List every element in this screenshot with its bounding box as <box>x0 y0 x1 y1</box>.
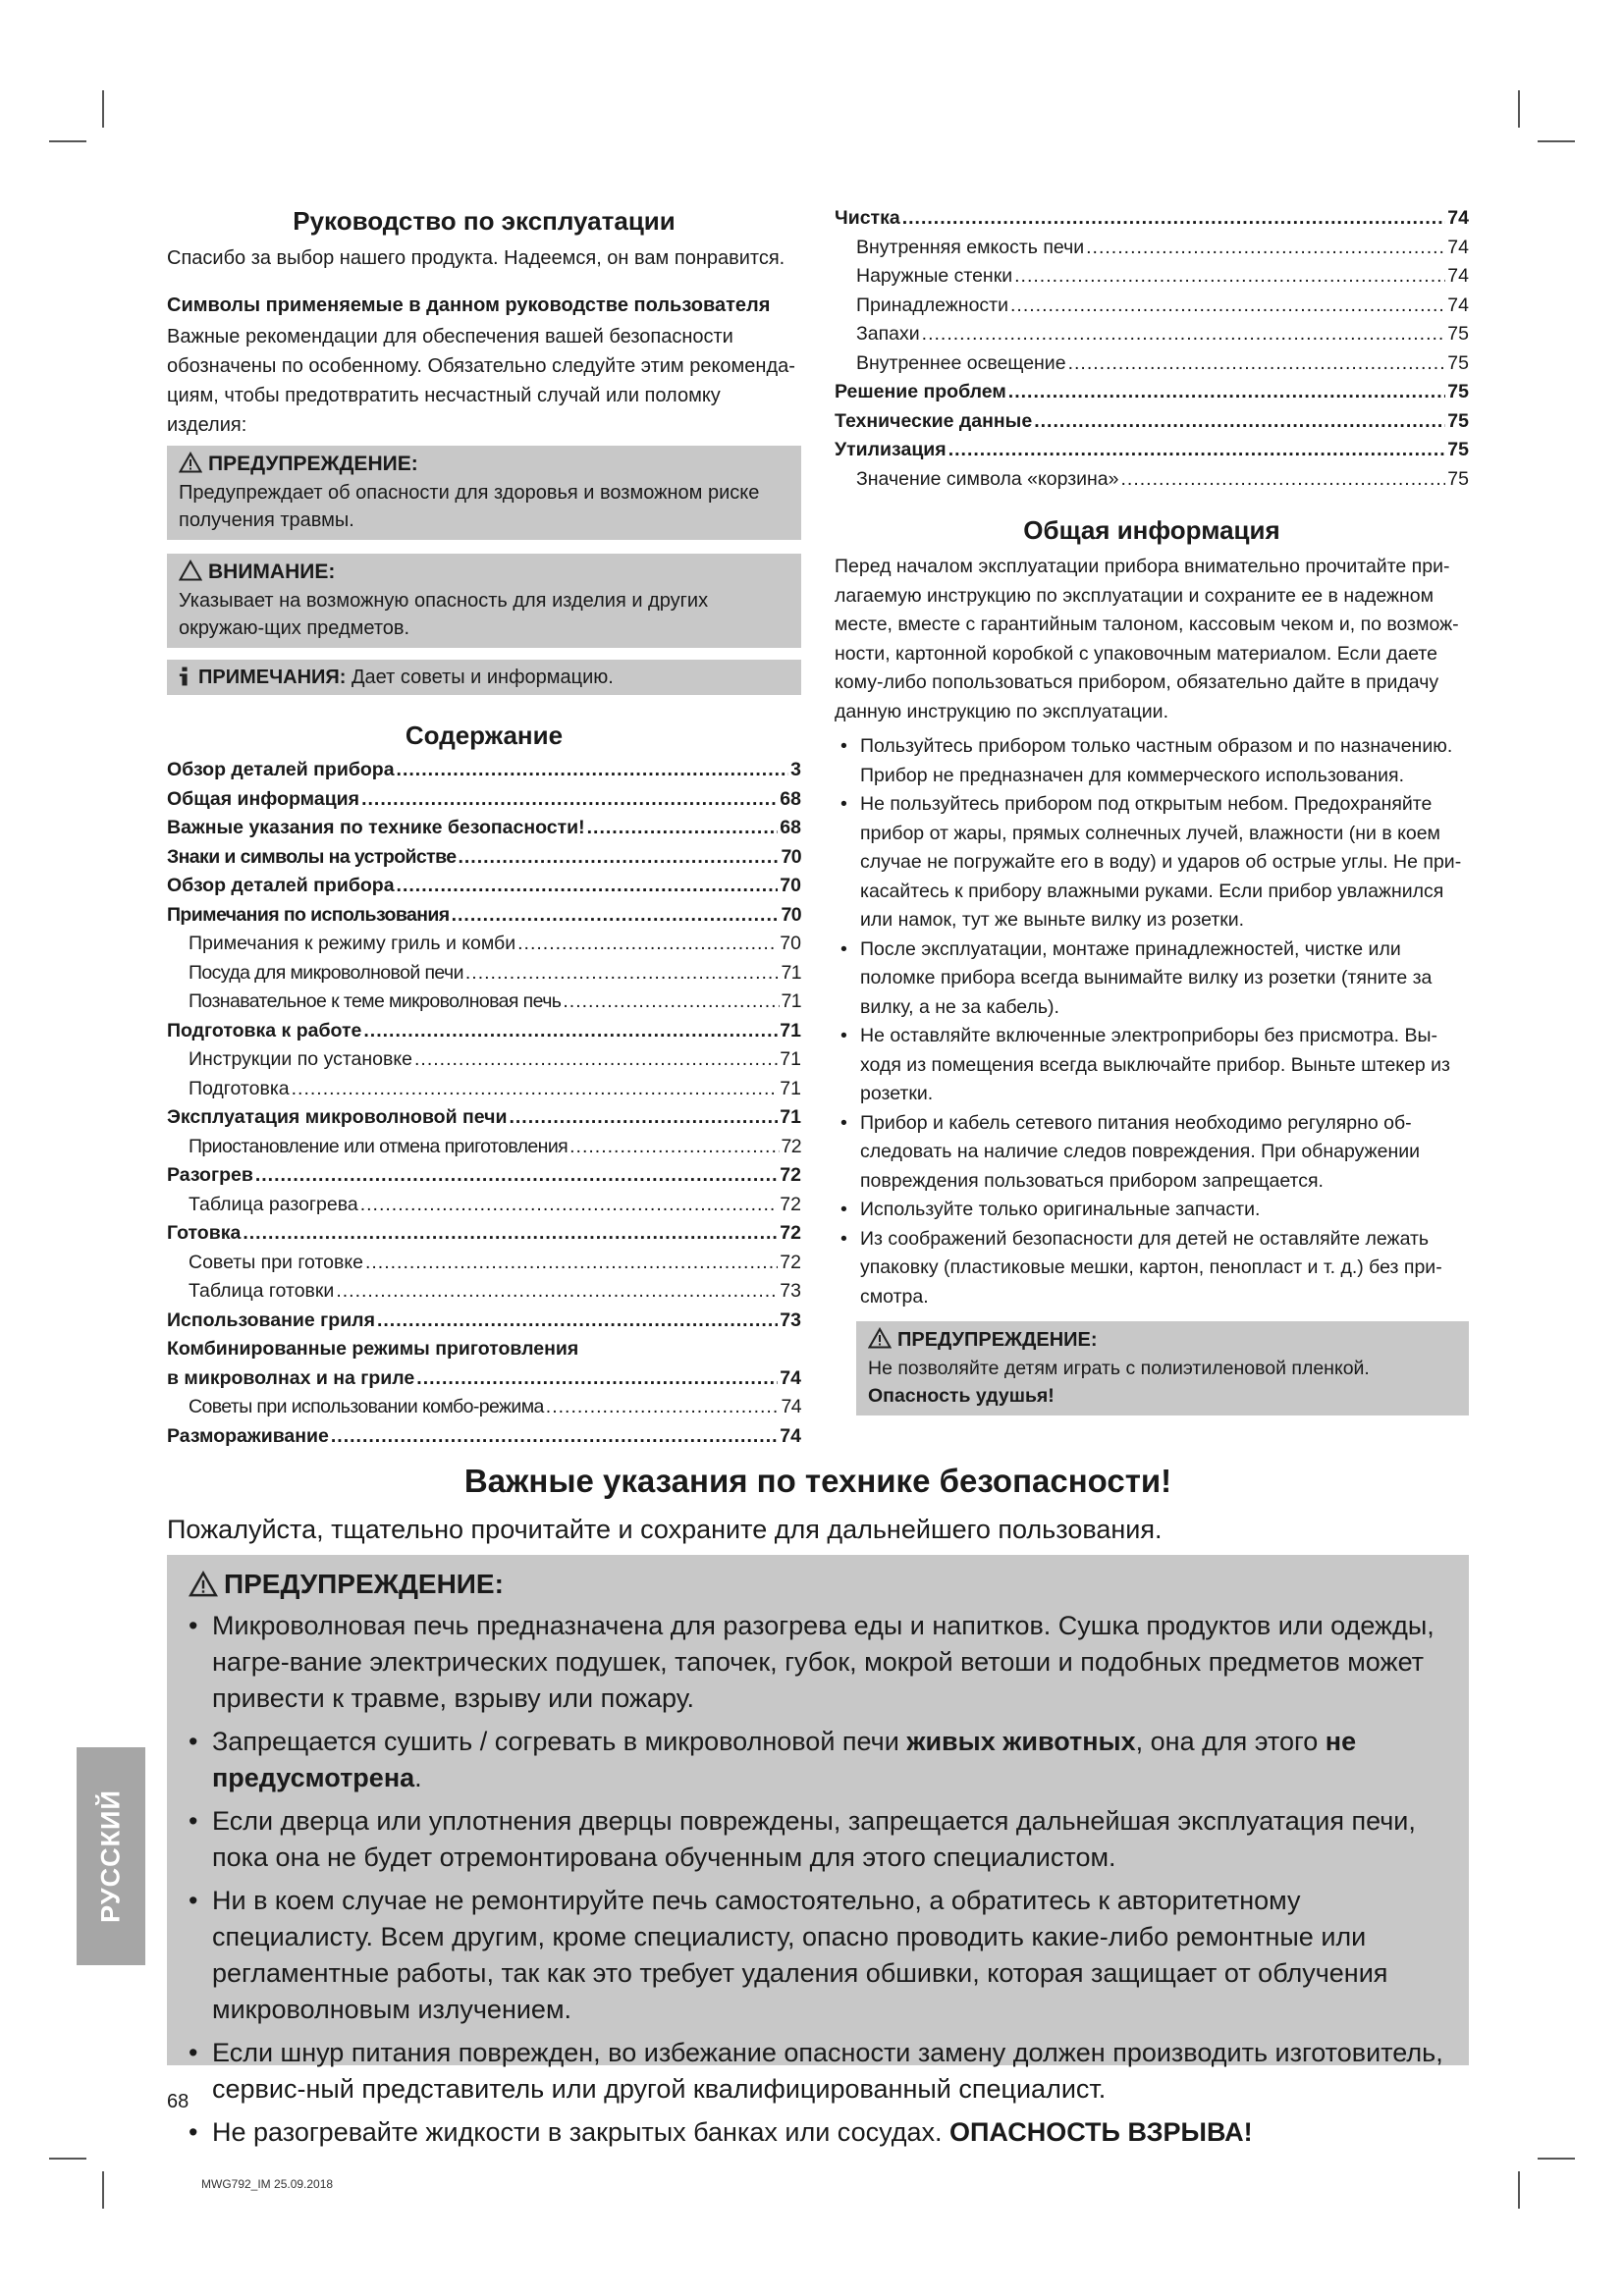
list-item: • Из соображений безопасности для детей не оставляйте лежать упаковку (пластиковые мешки, картон, пенопласт и т. д.) без при-смотра. <box>835 1225 1469 1312</box>
toc-entry[interactable]: Примечания по использования ..... 70 <box>167 901 801 931</box>
toc-entry[interactable]: Размораживание ..... 74 <box>167 1422 801 1452</box>
toc-entry[interactable]: Использование гриля ..... 73 <box>167 1307 801 1336</box>
toc-entry[interactable]: Инструкции по установке ..... 71 <box>167 1045 801 1075</box>
note-title: ПРИМЕЧАНИЯ: <box>198 667 347 688</box>
caution-title: ВНИМАНИЕ: <box>208 561 336 583</box>
list-item: • Микроволновая печь предназначена для разогрева еды и напитков. Сушка продуктов или одежды, нагре-вание электрических подушек, тапочек, губок, мокрой ветоши и подобных предметов может привести к травме, взрыву или пожару. <box>181 1608 1455 1717</box>
toc-entry[interactable]: Готовка ..... 72 <box>167 1219 801 1249</box>
caution-box <box>167 554 801 648</box>
toc-entry[interactable]: Приостановление или отмена приготовления ..... 72 <box>167 1133 801 1162</box>
manual-title: Руководство по эксплуатации <box>293 206 676 236</box>
toc-entry[interactable]: Обзор деталей прибора ..... 70 <box>167 872 801 901</box>
crop-mark <box>1538 2158 1575 2160</box>
toc-entry[interactable]: Советы при использовании комбо-режима ..... 74 <box>167 1393 801 1422</box>
general-info-text: Перед началом эксплуатации прибора внимательно прочитайте при-лагаемую инструкцию по эксплуатации и сохраните ее в надежном месте, вместе с гарантийным талоном, кассовым чеком и, по возмож-ности, картонной коробкой с упаковочным материалом. Если даете кому-либо попользоваться прибором, обязательно дайте в придачу данную инструкцию по эксплуатации. <box>835 556 1459 722</box>
toc-left <box>167 756 801 1451</box>
list-item: • Запрещается сушить / согревать в микроволновой печи живых животных, она для этого не предусмотрена. <box>181 1724 1455 1796</box>
toc-entry[interactable]: Разогрев ..... 72 <box>167 1161 801 1191</box>
language-label: РУССКИЙ <box>95 1789 126 1923</box>
list-item: • После эксплуатации, монтаже принадлежностей, чистке или поломке прибора всегда вынимайте вилку из розетки (тяните за вилку, а не за кабель). <box>835 935 1469 1023</box>
general-bullets <box>835 732 1469 1311</box>
note-box <box>167 660 801 695</box>
crop-mark <box>49 140 86 142</box>
safety-intro: Пожалуйста, тщательно прочитайте и сохраните для дальнейшего пользования. <box>167 1515 1163 1544</box>
symbols-text: Важные рекомендации для обеспечения вашей безопасности обозначены по особенному. Обязательно следуйте этим рекоменда-циям, чтобы предотвратить несчастный случай или поломку изделия: <box>167 326 795 436</box>
toc-entry[interactable]: Посуда для микроволновой печи ..... 71 <box>167 959 801 988</box>
warning-icon <box>868 1327 892 1349</box>
toc-right <box>835 204 1469 494</box>
warning-title: ПРЕДУПРЕЖДЕНИЕ: <box>208 453 418 475</box>
toc-entry[interactable]: Чистка ..... 74 <box>835 204 1469 234</box>
right-column <box>835 204 1469 1415</box>
toc-entry[interactable]: Познавательное к теме микроволновая печь ..... 71 <box>167 988 801 1017</box>
toc-entry[interactable]: Принадлежности ..... 74 <box>835 292 1469 321</box>
language-tab <box>77 1747 145 1965</box>
toc-entry[interactable]: Значение символа «корзина» ..... 75 <box>835 465 1469 495</box>
warning-icon <box>189 1571 218 1597</box>
toc-entry[interactable]: Наружные стенки ..... 74 <box>835 262 1469 292</box>
list-item: • Пользуйтесь прибором только частным образом и по назначению. Прибор не предназначен для коммерческого использования. <box>835 732 1469 790</box>
toc-entry[interactable]: Эксплуатация микроволновой печи ..... 71 <box>167 1103 801 1133</box>
page-number: 68 <box>167 2091 189 2112</box>
crop-mark <box>102 2171 104 2209</box>
toc-entry[interactable]: Внутреннее освещение ..... 75 <box>835 349 1469 379</box>
toc-entry[interactable]: Примечания к режиму гриль и комби ..... 70 <box>167 930 801 959</box>
toc-entry[interactable]: Советы при готовке ..... 72 <box>167 1249 801 1278</box>
toc-entry[interactable]: Подготовка к работе ..... 71 <box>167 1017 801 1046</box>
list-item: • Не оставляйте включенные электроприборы без присмотра. Вы-ходя из помещения всегда выключайте прибор. Выньте штекер из розетки. <box>835 1022 1469 1109</box>
list-item: • Если шнур питания поврежден, во избежание опасности замену должен производить изготовитель, сервис-ный представитель или другой квалифицированный специалист. <box>181 2035 1455 2108</box>
toc-entry[interactable]: Подготовка ..... 71 <box>167 1075 801 1104</box>
warning-text: Предупреждает об опасности для здоровья и возможном риске получения травмы. <box>179 482 760 531</box>
toc-entry[interactable]: Внутренняя емкость печи ..... 74 <box>835 234 1469 263</box>
safety-bullets <box>181 1608 1455 2151</box>
toc-entry[interactable]: Комбинированные режимы приготовления <box>167 1338 579 1360</box>
toc-entry[interactable]: Таблица разогрева ..... 72 <box>167 1191 801 1220</box>
crop-mark <box>1538 140 1575 142</box>
toc-entry[interactable]: Общая информация ..... 68 <box>167 785 801 815</box>
toc-entry[interactable]: Запахи ..... 75 <box>835 320 1469 349</box>
toc-entry[interactable]: в микроволнах и на гриле ..... 74 <box>167 1364 801 1394</box>
list-item: • Если дверца или уплотнения дверцы повреждены, запрещается дальнейшая эксплуатация печи, пока она не будет отремонтирована обученным для этого специалистом. <box>181 1803 1455 1876</box>
general-info-title: Общая информация <box>1023 515 1280 545</box>
symbols-heading: Символы применяемые в данном руководстве пользователя <box>167 294 771 316</box>
child-warning-emphasis: Опасность удушья! <box>868 1385 1055 1407</box>
toc-entry[interactable]: Таблица готовки ..... 73 <box>167 1277 801 1307</box>
safety-title: Важные указания по технике безопасности! <box>463 1463 1172 1499</box>
toc-entry[interactable]: Важные указания по технике безопасности! ..... 68 <box>167 814 801 843</box>
warning-box <box>167 446 801 540</box>
contents-title: Содержание <box>405 721 564 750</box>
list-item: • Ни в коем случае не ремонтируйте печь самостоятельно, а обратитесь к авторитетному специалисту. Всем другим, кроме специалисту, опасно проводить какие-либо ремонтные или регламентные работы, так как это требует удаления обшивки, которая защищает от облучения микроволновым излучением. <box>181 1883 1455 2028</box>
toc-entry[interactable]: Знаки и символы на устройстве ..... 70 <box>167 843 801 873</box>
toc-entry[interactable]: Технические данные ..... 75 <box>835 407 1469 437</box>
child-warning-title: ПРЕДУПРЕЖДЕНИЕ: <box>897 1329 1098 1351</box>
crop-mark <box>1518 2171 1520 2209</box>
crop-mark <box>49 2158 86 2160</box>
list-item: • Не пользуйтесь прибором под открытым небом. Предохраняйте прибор от жары, прямых солнечных лучей, влажности (ни в коем случае не погружайте его в воду) и ударов об острые углы. Не при-касайтесь к прибору влажными руками. Если прибор увлажнился или намок, тут же выньте вилку из розетки. <box>835 790 1469 935</box>
list-item: • Прибор и кабель сетевого питания необходимо регулярно об-следовать на наличие следов повреждения. При обнаружении повреждения пользоваться прибором запрещается. <box>835 1109 1469 1197</box>
list-item: • Используйте только оригинальные запчасти. <box>835 1196 1469 1225</box>
caution-text: Указывает на возможную опасность для изделия и других окружаю-щих предметов. <box>179 590 709 639</box>
toc-entry[interactable]: Обзор деталей прибора ..... 3 <box>167 756 801 785</box>
note-text: Дает советы и информацию. <box>352 667 614 688</box>
toc-entry[interactable]: Решение проблем ..... 75 <box>835 378 1469 407</box>
safety-warning-title: ПРЕДУПРЕЖДЕНИЕ: <box>224 1569 504 1599</box>
toc-entry[interactable]: Утилизация ..... 75 <box>835 436 1469 465</box>
warning-icon <box>179 452 202 473</box>
caution-icon <box>179 560 202 581</box>
crop-mark <box>1518 90 1520 128</box>
child-warning-box <box>856 1321 1469 1415</box>
list-item: • Не разогревайте жидкости в закрытых банках или сосудах. ОПАСНОСТЬ ВЗРЫВА! <box>181 2114 1455 2151</box>
thanks-text: Спасибо за выбор нашего продукта. Надеемся, он вам понравится. <box>167 247 785 269</box>
info-icon <box>179 667 190 686</box>
footer-code: MWG792_IM 25.09.2018 <box>201 2177 334 2191</box>
crop-mark <box>102 90 104 128</box>
left-column <box>167 204 801 1451</box>
child-warning-text: Не позволяйте детям играть с полиэтиленовой пленкой. <box>868 1358 1370 1379</box>
